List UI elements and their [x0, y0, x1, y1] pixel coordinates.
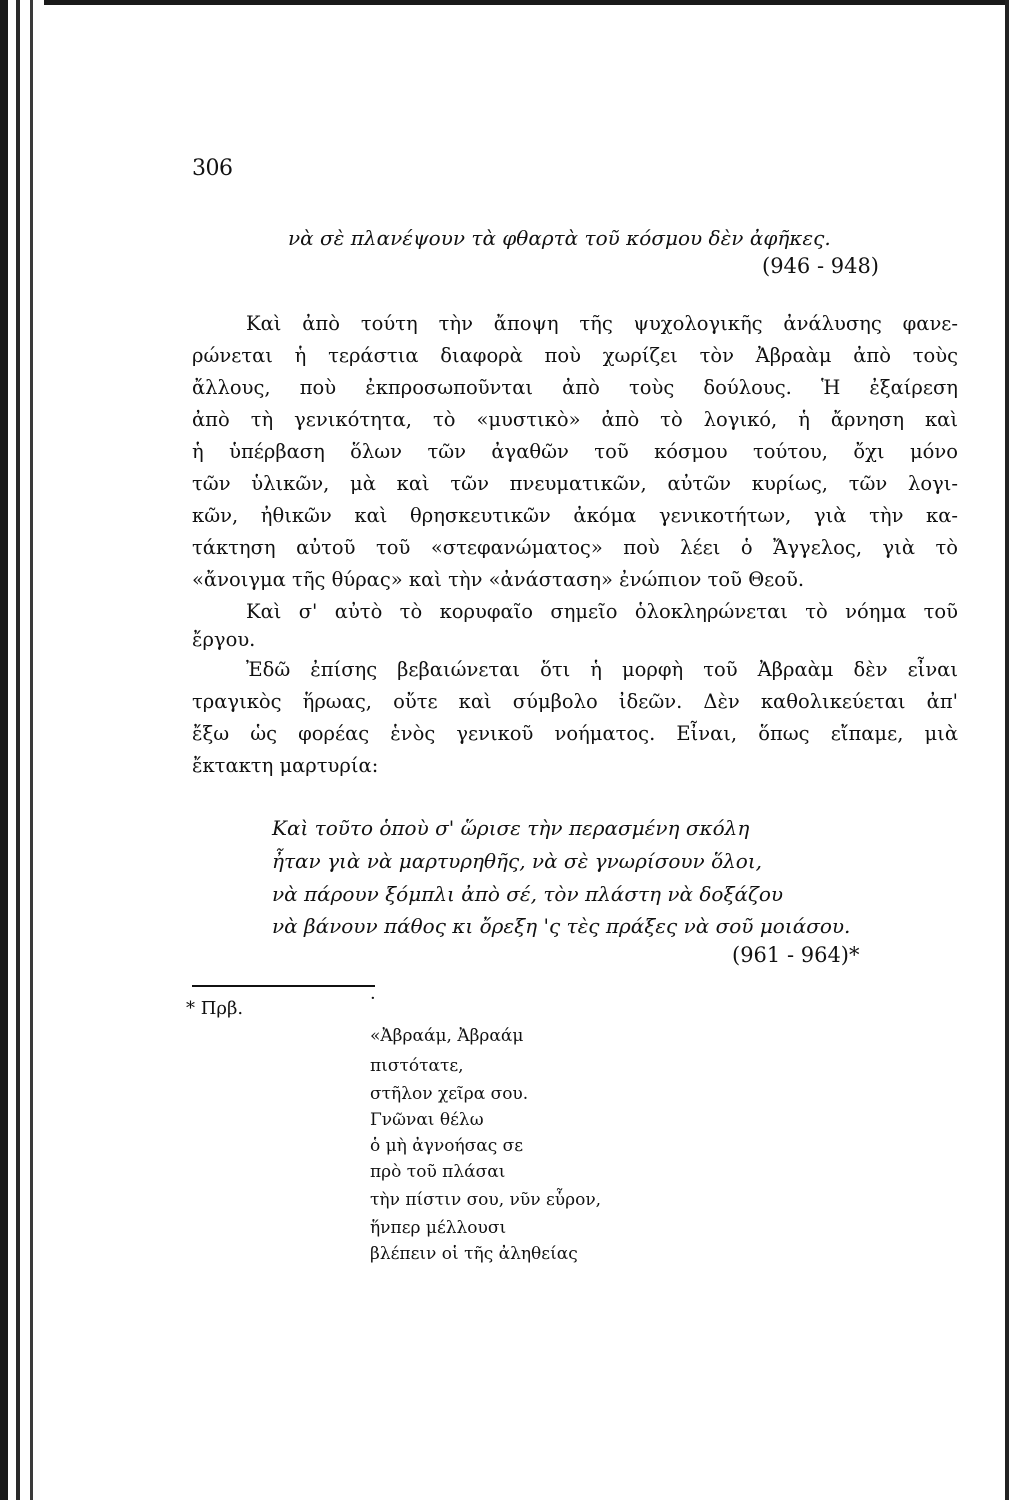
footnote-rule	[192, 985, 375, 987]
body-line-15: ἔκτακτη μαρτυρία:	[192, 754, 379, 777]
verse-reference: (961 - 964)*	[732, 943, 860, 967]
body-line-13: τραγικὸς ἥρωας, οὔτε καὶ σύμβολο ἰδεῶν. Δὲν καθολικεύεται ἀπ'	[192, 690, 958, 713]
body-line-4: ἀπὸ τὴ γενικότητα, τὸ «μυστικὸ» ἀπὸ τὸ λογικό, ἡ ἄρνηση καὶ	[192, 408, 958, 431]
body-line-9: «ἄνοιγμα τῆς θύρας» καὶ τὴν «ἀνάσταση» ἐνώπιον τοῦ Θεοῦ.	[192, 568, 805, 591]
verse-top-reference: (946 - 948)	[762, 254, 879, 278]
body-line-14: ἔξω ὡς φορέας ἑνὸς γενικοῦ νοήματος. Εἶναι, ὅπως εἴπαμε, μιὰ	[192, 722, 958, 745]
body-line-7: κῶν, ἠθικῶν καὶ θρησκευτικῶν ἀκόμα γενικοτήτων, γιὰ τὴν κα-	[192, 504, 958, 527]
body-line-1: Καὶ ἀπὸ τούτη τὴν ἄποψη τῆς ψυχολογικῆς ἀνάλυσης φανε-	[246, 312, 958, 335]
body-line-11: ἔργου.	[192, 628, 256, 651]
body-line-2: ρώνεται ἡ τεράστια διαφορὰ ποὺ χωρίζει τὸν Ἀβραὰμ ἀπὸ τοὺς	[192, 344, 958, 367]
scan-binding-edge	[0, 0, 44, 1500]
body-line-5: ἡ ὑπέρβαση ὅλων τῶν ἀγαθῶν τοῦ κόσμου τούτου, ὄχι μόνο	[192, 440, 958, 463]
verse-line-4: νὰ βάνουν πάθος κι ὄρεξη 'ς τὲς πράξες νὰ σοῦ μοιάσου.	[272, 914, 851, 938]
body-line-8: τάκτηση αὐτοῦ τοῦ «στεφανώματος» ποὺ λέει ὁ Ἄγγελος, γιὰ τὸ	[192, 536, 958, 559]
footnote-line-4: Γνῶναι θέλω	[370, 1110, 484, 1130]
footnote-line-9: βλέπειν οἱ τῆς ἀληθείας	[370, 1244, 578, 1264]
verse-line-1: Καὶ τοῦτο ὁποὺ σ' ὥρισε τὴν περασμένη σκόλη	[272, 816, 750, 840]
footnote-line-3: στῆλον χεῖρα σου.	[370, 1084, 529, 1104]
verse-line-2: ἦταν γιὰ νὰ μαρτυρηθῆς, νὰ σὲ γνωρίσουν ὅλοι,	[272, 849, 763, 873]
page-number: 306	[192, 156, 233, 181]
scan-top-edge	[0, 0, 1009, 5]
body-line-10: Καὶ σ' αὐτὸ τὸ κορυφαῖο σημεῖο ὁλοκληρώνεται τὸ νόημα τοῦ	[246, 600, 958, 623]
footnote-dot: ·	[370, 988, 376, 1009]
footnote-line-1: «Ἀβραάμ, Ἀβραάμ	[370, 1026, 524, 1046]
footnote-marker: * Πρβ.	[186, 998, 244, 1019]
footnote-line-2: πιστότατε,	[370, 1056, 464, 1076]
verse-line-3: νὰ πάρουν ξόμπλι ἀπὸ σέ, τὸν πλάστη νὰ δοξάζου	[272, 882, 784, 906]
footnote-line-8: ἥνπερ μέλλουσι	[370, 1218, 507, 1238]
verse-top-line: νὰ σὲ πλανέψουν τὰ φθαρτὰ τοῦ κόσμου δὲν ἀφῆκες.	[288, 226, 831, 250]
footnote-line-7: τὴν πίστιν σου, νῦν εὗρον,	[370, 1190, 602, 1210]
scan-right-edge	[1005, 0, 1009, 1500]
body-line-3: ἄλλους, ποὺ ἐκπροσωποῦνται ἀπὸ τοὺς δούλους. Ἡ ἐξαίρεση	[192, 376, 958, 399]
footnote-line-5: ὁ μὴ ἀγνοήσας σε	[370, 1136, 524, 1156]
body-line-6: τῶν ὑλικῶν, μὰ καὶ τῶν πνευματικῶν, αὐτῶν κυρίως, τῶν λογι-	[192, 472, 958, 495]
footnote-line-6: πρὸ τοῦ πλάσαι	[370, 1162, 506, 1182]
body-line-12: Ἐδῶ ἐπίσης βεβαιώνεται ὅτι ἡ μορφὴ τοῦ Ἀβραὰμ δὲν εἶναι	[246, 658, 958, 681]
